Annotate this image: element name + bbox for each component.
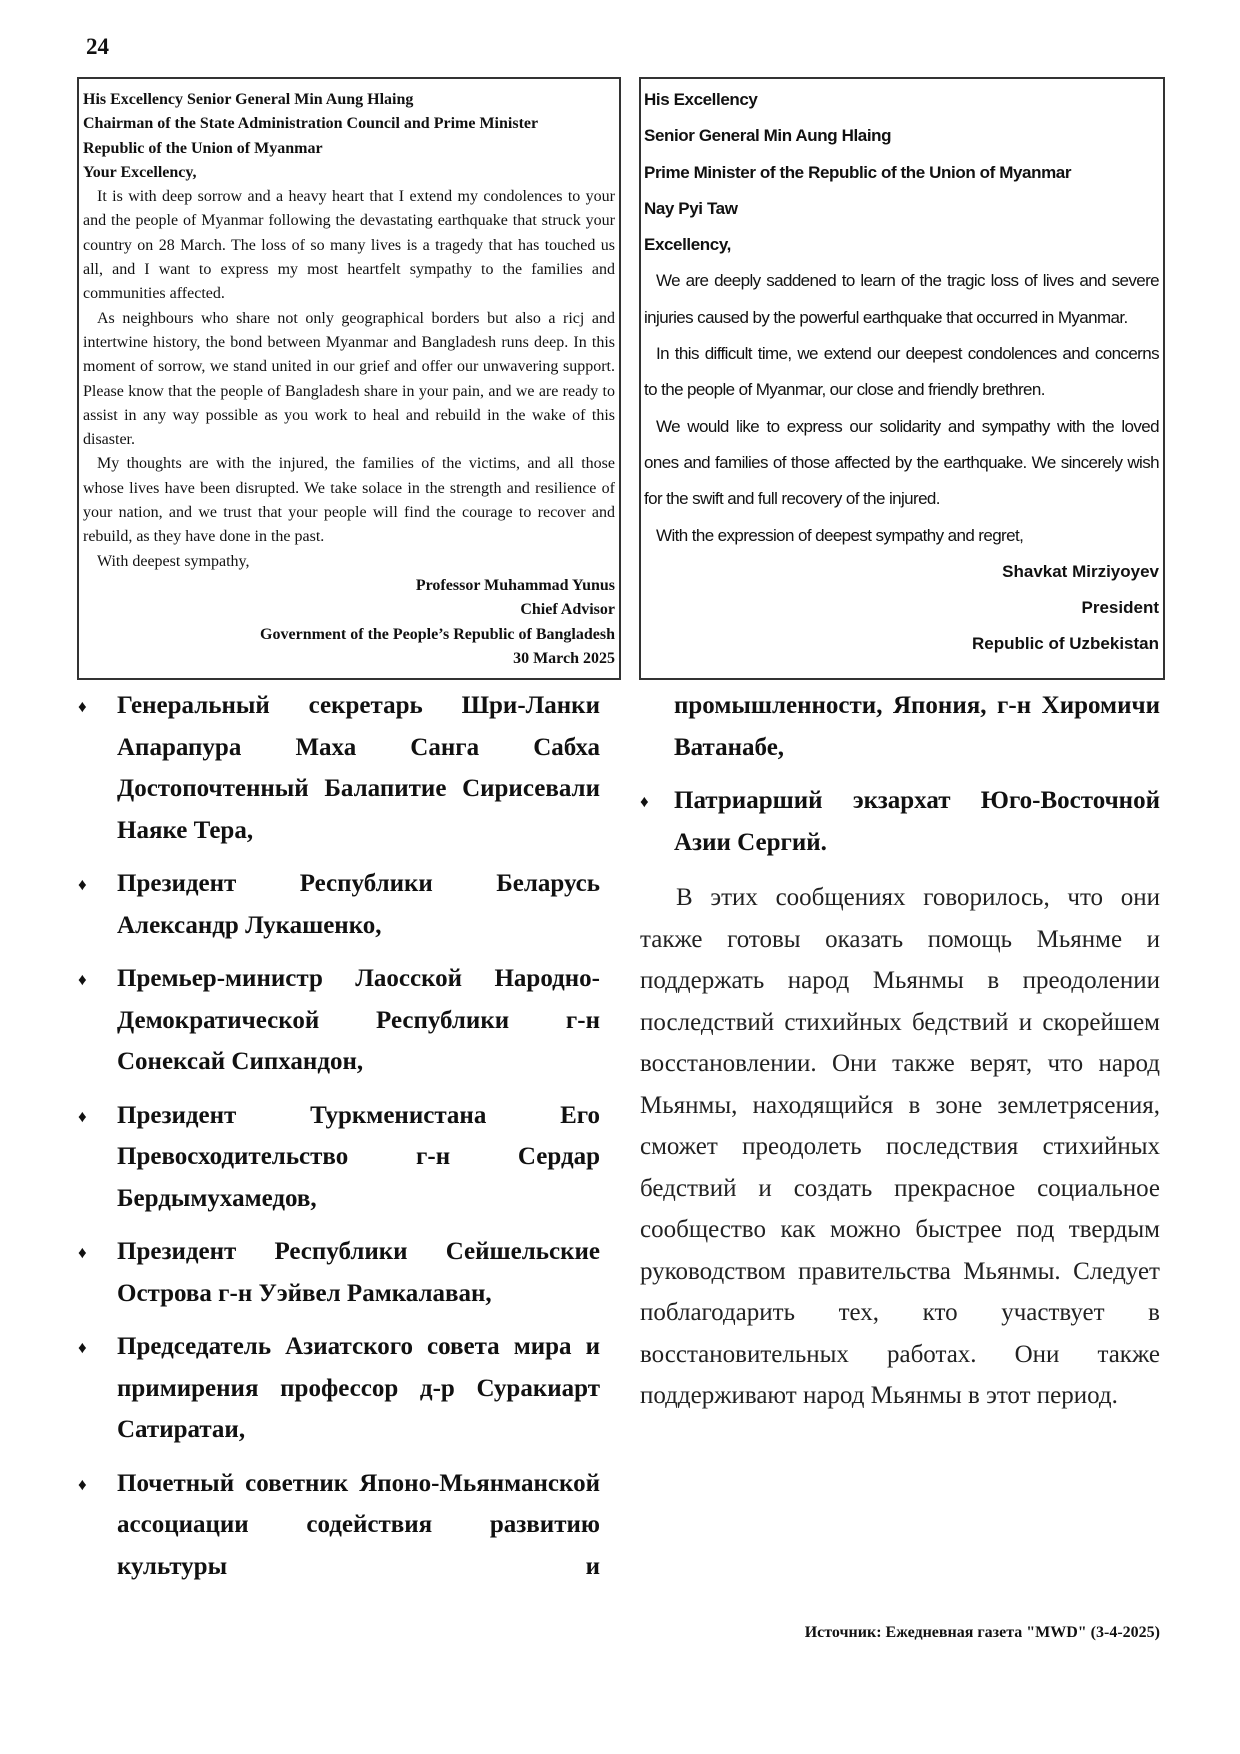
letter-paragraph: We would like to express our solidarity and sympathy with the loved ones and families of those affected by the earthquake. We sincerely wish for the swift and full recovery of the injured.	[644, 416, 1159, 509]
list-item-text: Премьер-министр Лаосской Народно-Демократической Республики г-н Сонексай Сипхандон,	[117, 965, 600, 1075]
letter-paragraph: As neighbours who share not only geographical borders but also a ricj and intertwine history, the bond between Myanmar and Bangladesh runs deep. In this moment of sorrow, we stand united in our grief and offer our unwavering support. Please know that the people of Bangladesh share in your pain, and we are ready to assist in any way possible as you work to heal and rebuild in the wake of this disaster.	[83, 309, 615, 449]
diamond-bullet-icon: ♦	[78, 1243, 87, 1262]
letter-addressee-line: Prime Minister of the Republic of the Union of Myanmar	[644, 162, 1072, 182]
letter-closing: With deepest sympathy,	[97, 552, 250, 570]
list-item-text: Почетный советник Японо-Мьянманской ассоциации содействия развитию культуры и	[117, 1469, 600, 1580]
list-item	[78, 1095, 600, 1220]
letter-signature-title: Chief Advisor	[520, 601, 615, 619]
list-item-text: Патриарший экзархат Юго-Восточной Азии Сергий.	[674, 787, 1160, 856]
condolence-letter-uzbekistan	[639, 77, 1165, 680]
letter-signature-title: President	[1081, 598, 1159, 618]
letter-signature-name: Professor Muhammad Yunus	[415, 576, 615, 594]
letter-paragraph: It is with deep sorrow and a heavy heart that I extend my condolences to your and the people of Myanmar following the devastating earthquake that struck your country on 28 March. The loss of so many lives is a tragedy that has touched us all, and I want to express my most heartfelt sympathy to the families and communities affected.	[83, 188, 615, 303]
body-paragraph: В этих сообщениях говорилось, что они также готовы оказать помощь Мьянме и поддержать народ Мьянмы в преодолении последствий стихийных бедствий и скорейшем восстановлении. Они также верят, что народ Мьянмы, находящийся в зоне землетрясения, сможет преодолеть последствия стихийных бедствий и создать прекрасное социальное сообщество как можно быстрее под твердым руководством правительства Мьянмы. Следует поблагодарить тех, кто участвует в восстановительных работах. Они также поддерживают народ Мьянмы в этот период.	[640, 884, 1160, 1409]
list-item	[78, 1326, 600, 1451]
letter-paragraph: My thoughts are with the injured, the families of the victims, and all those whose lives have been disrupted. We take solace in the strength and resilience of your nation, and we trust that your people will find the courage to recover and rebuild, as they have done in the past.	[83, 455, 615, 546]
source-citation: Источник: Ежедневная газета "MWD" (3-4-2025)	[804, 1624, 1160, 1641]
list-item	[78, 685, 600, 851]
diamond-bullet-icon: ♦	[78, 697, 87, 716]
letter-signature-org: Government of the People’s Republic of Bangladesh	[260, 625, 615, 643]
letter-addressee-line: Senior General Min Aung Hlaing	[644, 126, 892, 146]
letter-paragraph: We are deeply saddened to learn of the tragic loss of lives and severe injuries caused by the powerful earthquake that occurred in Myanmar.	[644, 271, 1159, 327]
page-number: 24	[86, 34, 109, 59]
left-column	[78, 685, 600, 1599]
diamond-bullet-icon: ♦	[78, 1338, 87, 1357]
condolence-letter-bangladesh	[77, 77, 621, 680]
list-item-continuation: промышленности, Япония, г-н Хиромичи Ватанабе,	[674, 692, 1160, 761]
letter-signature-date: 30 March 2025	[513, 649, 615, 667]
right-column	[640, 685, 1160, 1417]
list-item-text: Председатель Азиатского совета мира и примирения профессор д-р Суракиарт Сатиратаи,	[117, 1333, 600, 1443]
diamond-bullet-icon: ♦	[78, 1106, 87, 1126]
list-item	[78, 863, 600, 946]
list-item	[78, 1463, 600, 1588]
diamond-bullet-icon: ♦	[78, 875, 87, 894]
letter-salutation: Your Excellency,	[83, 163, 197, 181]
letter-closing: With the expression of deepest sympathy and regret,	[656, 525, 1024, 545]
letter-addressee-line: Republic of the Union of Myanmar	[83, 139, 323, 157]
letter-addressee-line: His Excellency	[644, 90, 758, 109]
letter-paragraph: In this difficult time, we extend our deepest condolences and concerns to the people of Myanmar, our close and friendly brethren.	[644, 344, 1159, 400]
list-item	[640, 780, 1160, 863]
list-item-text: Президент Туркменистана Его Превосходительство г-н Сердар Бердымухамедов,	[117, 1101, 600, 1212]
list-item-text: Президент Республики Беларусь Александр Лукашенко,	[117, 870, 600, 939]
list-item-text: Генеральный секретарь Шри-Ланки Апарапура Маха Санга Сабха Достопочтенный Балапитие Сирисевали Наяке Тера,	[117, 692, 600, 844]
diamond-bullet-icon: ♦	[640, 792, 649, 811]
list-item	[78, 958, 600, 1083]
diamond-bullet-icon: ♦	[78, 970, 87, 989]
letter-addressee-line: Chairman of the State Administration Council and Prime Minister	[83, 115, 539, 133]
list-item	[78, 1231, 600, 1314]
letter-salutation: Excellency,	[644, 235, 731, 255]
letter-signature-org: Republic of Uzbekistan	[971, 634, 1159, 654]
letter-signature-name: Shavkat Mirziyoyev	[1002, 561, 1159, 581]
letter-addressee-line: Nay Pyi Taw	[644, 198, 738, 218]
senders-list	[78, 685, 600, 1587]
diamond-bullet-icon: ♦	[78, 1474, 87, 1494]
letter-addressee-line: His Excellency Senior General Min Aung Hlaing	[83, 91, 414, 108]
list-item-text: Президент Республики Сейшельские Острова г-н Уэйвел Рамкалаван,	[117, 1238, 600, 1307]
